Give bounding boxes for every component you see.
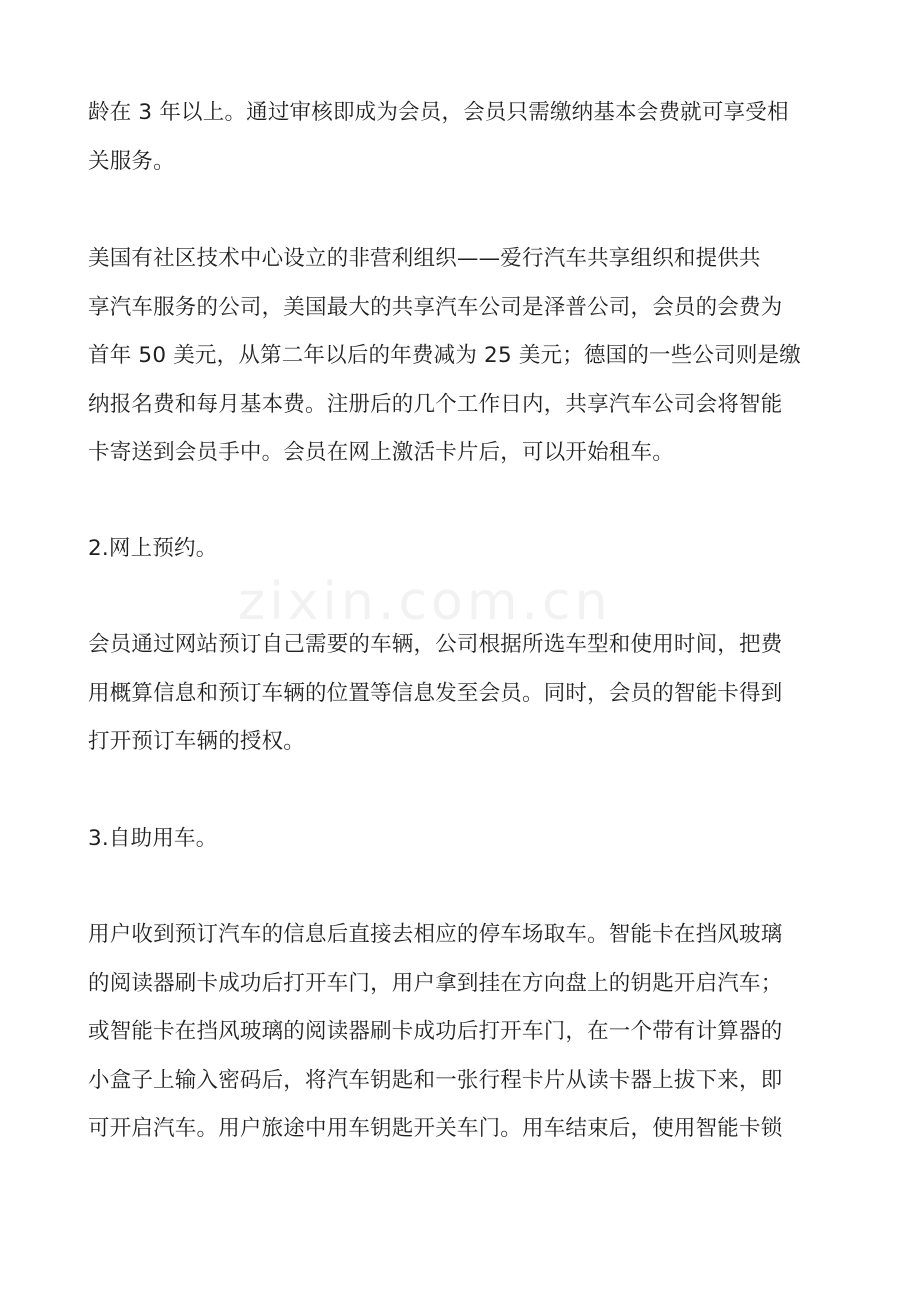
text-line: 享汽车服务的公司，美国最大的共享汽车公司是泽普公司，会员的会费为	[88, 294, 783, 320]
text-line: 龄在 3 年以上。通过审核即成为会员，会员只需缴纳基本会费就可享受相	[88, 100, 789, 125]
section-heading-online-booking	[88, 525, 838, 574]
paragraph-membership-continued	[88, 89, 838, 186]
text-line: 用概算信息和预订车辆的位置等信息发至会员。同时，会员的智能卡得到	[88, 680, 783, 706]
text-line: 的阅读器刷卡成功后打开车门，用户拿到挂在方向盘上的钥匙开启汽车；	[88, 970, 783, 996]
text-line: 首年 50 美元，从第二年以后的年费减为 25 美元；德国的一些公司则是缴	[88, 343, 801, 368]
text-line: 卡寄送到会员手中。会员在网上激活卡片后，可以开始租车。	[88, 440, 674, 465]
text-line: 美国有社区技术中心设立的非营利组织——爱行汽车共享组织和提供共	[88, 246, 761, 271]
text-line: 或智能卡在挡风玻璃的阅读器刷卡成功后打开车门，在一个带有计算器的	[88, 1019, 783, 1044]
text-line: 小盒子上输入密码后，将汽车钥匙和一张行程卡片从读卡器上拔下来，即	[88, 1067, 783, 1093]
text-line: 可开启汽车。用户旅途中用车钥匙开关车门。用车结束后，使用智能卡锁	[88, 1116, 783, 1141]
heading-line: 3.自助用车。	[88, 826, 218, 851]
section-heading-self-service	[88, 815, 838, 864]
text-line: 关服务。	[88, 148, 175, 174]
paragraph-online-booking	[88, 621, 838, 767]
text-line: 打开预订车辆的授权。	[88, 729, 306, 754]
text-line: 纳报名费和每月基本费。注册后的几个工作日内，共享汽车公司会将智能	[88, 391, 783, 417]
watermark: zixin.com.cn	[238, 572, 612, 632]
paragraph-self-service	[88, 911, 838, 1154]
text-line: 用户收到预订汽车的信息后直接去相应的停车场取车。智能卡在挡风玻璃	[88, 922, 783, 947]
text-line: 会员通过网站预订自己需要的车辆，公司根据所选车型和使用时间，把费	[88, 632, 783, 657]
heading-line: 2.网上预约。	[88, 536, 218, 561]
paragraph-us-car-sharing	[88, 235, 838, 478]
